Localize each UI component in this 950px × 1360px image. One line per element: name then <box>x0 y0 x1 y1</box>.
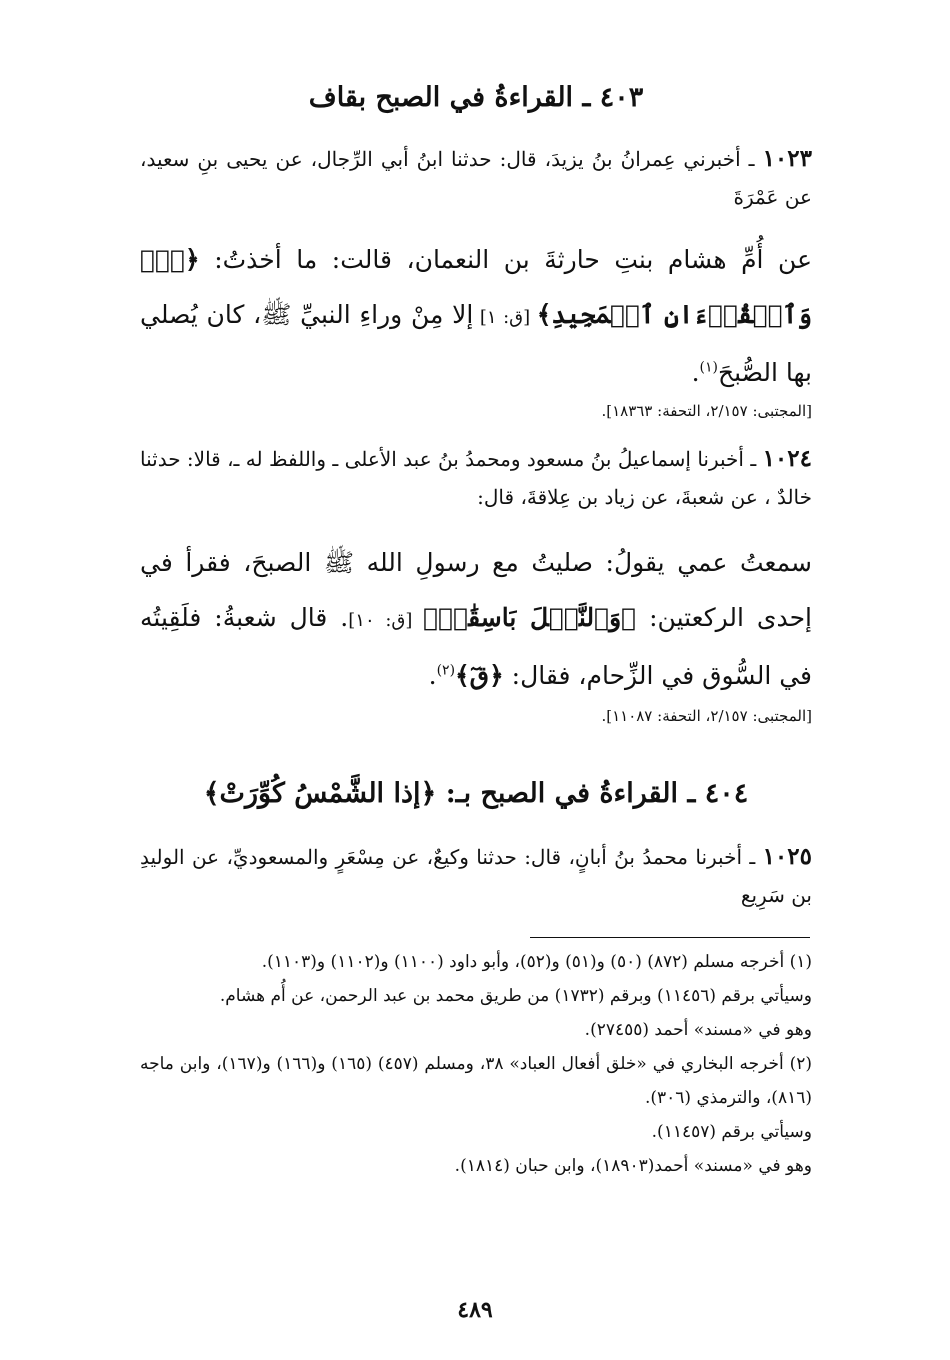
footnote-1: (١) أخرجه مسلم (٨٧٢) (٥٠) و(٥١) و(٥٢)، وأبو داود (١١٠٠) و(١١٠٢) و(١١٠٣). <box>261 952 812 972</box>
quran-citation: [ق: ١٠] <box>348 610 424 631</box>
quran-verse: ﴿وَٱلنَّخۡلَ بَاسِقَٰتٖ﴾ <box>423 603 637 632</box>
matn-text: سمعتُ عمي يقولُ: صليتُ مع رسولِ الله ﷺ الصبحَ، فقرأ في إحدى الركعتين: <box>140 548 813 632</box>
hadith-number: ١٠٢٣ <box>762 145 812 172</box>
footnote-2-line: وسيأتي برقم (١١٤٥٧). <box>651 1122 812 1142</box>
full-stop: . <box>428 661 437 690</box>
hadith-number: ١٠٢٤ <box>762 445 812 472</box>
hadith-1023-matn <box>140 232 812 400</box>
footnote-separator <box>530 937 810 938</box>
hadith-number: ١٠٢٥ <box>762 843 812 870</box>
footnote-2-line: وهو في «مسند» أحمد(١٨٩٠٣)، وابن حبان (١٨١٤). <box>454 1156 812 1176</box>
matn-text: عن أُمِّ هشام بنتِ حارثةَ بن النعمان، قالت: ما أخذتُ: <box>199 245 812 274</box>
isnad-text: ـ أخبرني عِمرانُ بنُ يزيدَ، قال: حدثنا ابنُ أبي الرِّجال، عن يحيى بنِ سعيد، عن عَمْرَةَ <box>140 147 812 209</box>
quran-verse: ﴿قٓۚ وَٱلۡقُرۡءَانِ ٱلۡمَجِيدِ﴾ <box>140 245 813 329</box>
hadith-1023-chain <box>140 140 812 216</box>
footnote-2: (٢) أخرجه البخاري في «خلق أفعال العباد» ٣٨، ومسلم (٤٥٧) (١٦٥) و(١٦٦) و(١٦٧)، وابن ماجه (٨١٦)، والترمذي (٣٠٦). <box>140 1054 812 1108</box>
hadith-1024-matn <box>140 535 812 703</box>
isnad-text: ـ أخبرنا إسماعيلُ بنُ مسعود ومحمدُ بنُ عبد الأعلى ـ واللفظ له ـ، قالا: حدثنا خالدٌ ، عن شعبةَ، عن زياد بن عِلاقةَ، قال: <box>140 447 812 509</box>
hadith-1023-reference: [المجتبى: ٢/١٥٧، التحفة: ١٨٣٦٣]. <box>601 402 812 420</box>
footnote-1-line: وسيأتي برقم (١١٤٥٦) وبرقم (١٧٣٢) من طريق محمد بن عبد الرحمن، عن أُم هشام. <box>219 986 812 1006</box>
section-heading-404: ٤٠٤ ـ القراءةُ في الصبح بـ: ﴿إذا الشَّمْسُ كُوِّرَتْ﴾ <box>203 778 749 809</box>
hadith-1024-chain <box>140 440 812 516</box>
page-number: ٤٨٩ <box>457 1297 493 1323</box>
footnote-marker: (١) <box>699 359 719 376</box>
quran-verse: ﴿قٓ﴾ <box>455 661 504 690</box>
full-stop: . <box>691 358 700 387</box>
matn-text: . قال شعبةُ: فلَقِيتُه في السُّوق في الزِّحام، فقال: <box>140 603 812 690</box>
footnotes <box>140 945 812 1183</box>
footnote-1-line: وهو في «مسند» أحمد (٢٧٤٥٥). <box>584 1020 812 1040</box>
matn-text: إلا مِنْ وراءِ النبيِّ ﷺ، كان يُصلي بها الصُّبحَ <box>140 300 812 387</box>
isnad-text: ـ أخبرنا محمدُ بنُ أبانٍ، قال: حدثنا وكيعٌ، عن مِسْعَرٍ والمسعوديِّ، عن الوليدِ بن سَرِيع <box>140 845 812 907</box>
hadith-1024-reference: [المجتبى: ٢/١٥٧، التحفة: ١١٠٨٧]. <box>601 707 812 725</box>
quran-citation: [ق: ١] <box>473 307 537 328</box>
footnote-marker: (٢) <box>436 662 456 679</box>
section-heading-403: ٤٠٣ ـ القراءةُ في الصبح بقاف <box>308 82 644 113</box>
hadith-1025-chain <box>140 838 812 914</box>
